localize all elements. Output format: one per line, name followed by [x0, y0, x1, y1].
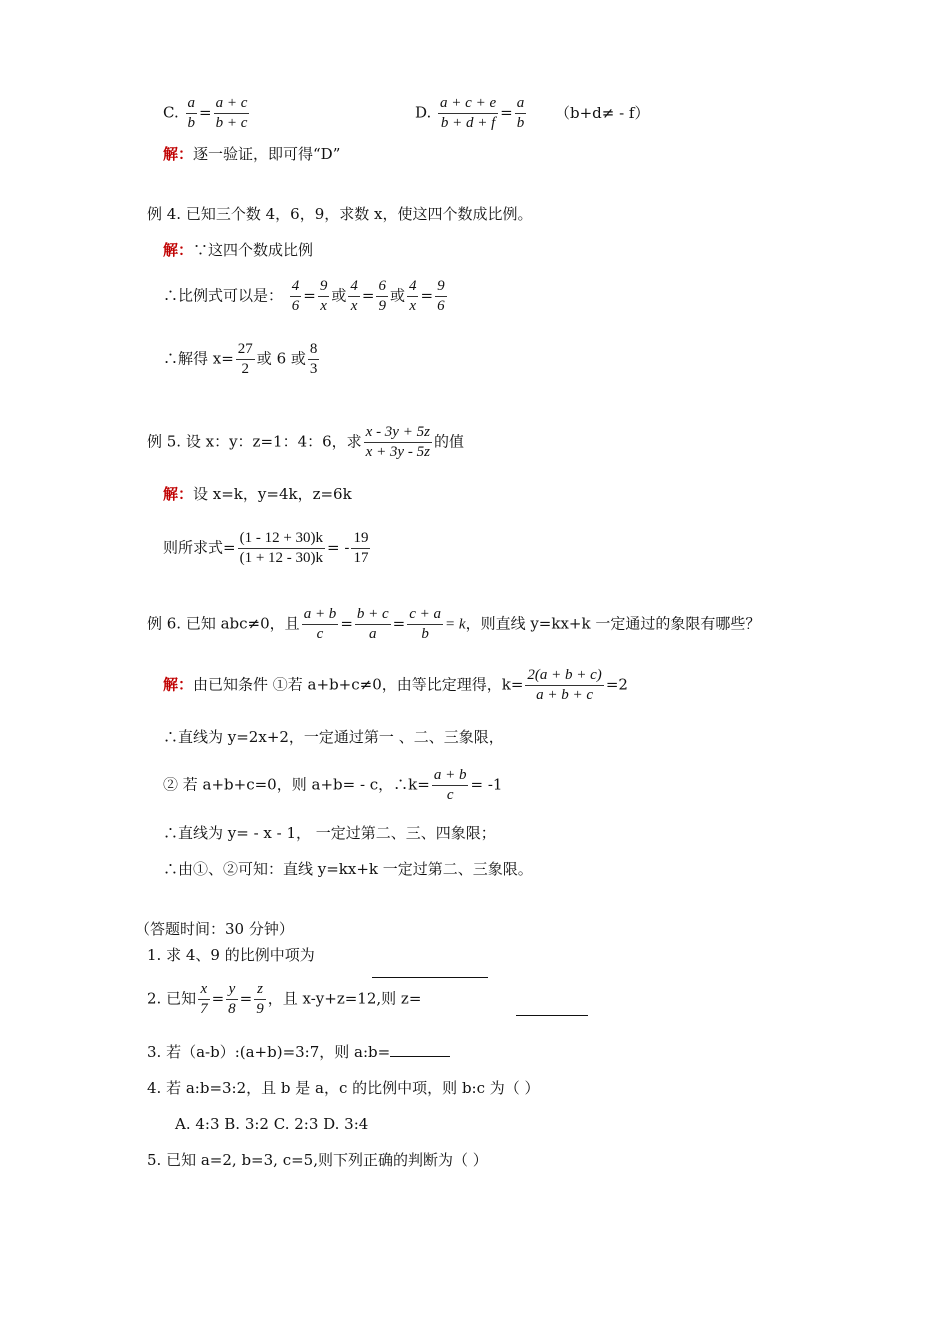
fraction: $\frac{a + b}{c}$ — [433, 767, 467, 803]
solution-label: 解： — [163, 485, 194, 503]
question-4: 4. 若 a:b=3:2，且 b 是 a，c 的比例中项，则 b:c 为（ ） — [147, 1079, 540, 1097]
text-line: ② 若 a+b+c=0，则 a+b= - c，∴k= $\frac{a + b}{c}$ = -1 — [163, 767, 503, 803]
fraction: $\frac{z}{9}$ — [256, 981, 264, 1017]
solution-line: 解：设 x=k，y=4k，z=6k — [163, 485, 352, 503]
solution-label: 解： — [163, 145, 194, 163]
solution-label: 解： — [163, 675, 194, 694]
fraction: $\frac{y}{8}$ — [228, 981, 236, 1017]
example-5-title: 例 5. 设 x：y：z=1：4：6，求 $\frac{x - 3y + 5z}{x + 3y - 5z}$ 的值 — [147, 424, 464, 460]
solution-line: 解：由已知条件 ①若 a+b+c≠0，由等比定理得，k= $\frac{2(a + b + c)}{a + b + c}$ =2 — [163, 667, 628, 703]
fraction: $\frac{c + a}{b}$ — [409, 606, 442, 642]
fraction: $\frac{4}{x}$ — [350, 278, 358, 314]
fraction: $\frac{19}{17}$ — [353, 530, 369, 566]
question-1: 1. 求 4、9 的比例中项为 — [147, 946, 315, 964]
fraction: $\frac{9}{x}$ — [319, 278, 328, 314]
option-d: D. $\frac{a + c + e}{b + d + f}$ = $\frac{a}{b}$ （b+d≠ - f） — [415, 95, 650, 131]
fraction: $\frac{6}{9}$ — [378, 278, 386, 314]
option-d-label: D. — [415, 103, 432, 122]
fraction: $\frac{a}{b}$ — [516, 95, 525, 131]
fraction: $\frac{4}{x}$ — [408, 278, 417, 314]
question-3: 3. 若（a-b）:(a+b)=3:7，则 a:b= — [147, 1042, 450, 1062]
condition: （b+d≠ - f） — [554, 103, 650, 122]
solution-label: 解： — [163, 241, 194, 259]
fraction: $\frac{4}{6}$ — [291, 278, 300, 314]
fraction: $\frac{a}{b}$ — [187, 95, 195, 131]
fraction: $\frac{x - 3y + 5z}{x + 3y - 5z}$ — [365, 424, 430, 460]
solution-line: 解：逐一验证，即可得“D” — [163, 145, 341, 163]
time-note: （答题时间：30 分钟） — [135, 920, 294, 938]
option-c: C. $\frac{a}{b}$ = $\frac{a + c}{b + c}$ — [163, 95, 248, 131]
fraction: $\frac{(1 - 12 + 30)k}{(1 + 12 - 30)k}$ — [239, 530, 324, 566]
solution-line: 解：∵这四个数成比例 — [163, 241, 314, 259]
question-4-options: A. 4:3 B. 3:2 C. 2:3 D. 3:4 — [175, 1115, 369, 1133]
fraction: $\frac{9}{6}$ — [437, 278, 445, 314]
text-line: ∴直线为 y=2x+2，一定通过第一 、二、三象限， — [163, 728, 504, 746]
text-line: ∴由①、②可知：直线 y=kx+k 一定过第二、三象限。 — [163, 860, 533, 878]
question-2: 2. 已知 $\frac{x}{7}$ = $\frac{y}{8}$ = $\frac{z}{9}$ ，且 x-y+z=12,则 z= — [147, 981, 422, 1017]
fraction: $\frac{x}{7}$ — [200, 981, 208, 1017]
text-line: ∴直线为 y= - x - 1， 一定过第二、三、四象限； — [163, 824, 496, 842]
fraction: $\frac{8}{3}$ — [309, 341, 318, 377]
expression-line: 则所求式= $\frac{(1 - 12 + 30)k}{(1 + 12 - 30)k}$ = - $\frac{19}{17}$ — [163, 530, 369, 566]
fraction: $\frac{b + c}{a}$ — [356, 606, 389, 642]
fraction: $\frac{a + c}{b + c}$ — [215, 95, 248, 131]
answer-blank[interactable] — [390, 1042, 450, 1057]
example-6-title: 例 6. 已知 abc≠0，且 $\frac{a + b}{c}$ = $\frac{b + c}{a}$ = $\frac{c + a}{b}$ = k，则直线 y=kx+k 一定通过的象限有哪些？ — [147, 606, 761, 642]
fraction: $\frac{27}{2}$ — [237, 341, 253, 377]
answer-blank[interactable] — [516, 1015, 588, 1016]
question-5: 5. 已知 a=2, b=3, c=5,则下列正确的判断为（ ） — [147, 1151, 488, 1169]
fraction: $\frac{a + c + e}{b + d + f}$ — [440, 95, 497, 131]
example-4-title: 例 4. 已知三个数 4，6，9，求数 x，使这四个数成比例。 — [147, 205, 533, 223]
fraction: $\frac{a + b}{c}$ — [303, 606, 337, 642]
option-c-label: C. — [163, 103, 179, 122]
answer-blank[interactable] — [372, 977, 488, 978]
fraction: $\frac{2(a + b + c)}{a + b + c}$ — [527, 667, 602, 703]
proportion-line: ∴比例式可以是： $\frac{4}{6}$ = $\frac{9}{x}$ 或 $\frac{4}{x}$ = $\frac{6}{9}$ 或 $\frac{4}{x}$ = $\frac{9}{6}$ — [163, 278, 445, 314]
result-line: ∴解得 x= $\frac{27}{2}$ 或 6 或 $\frac{8}{3}$ — [163, 341, 318, 377]
